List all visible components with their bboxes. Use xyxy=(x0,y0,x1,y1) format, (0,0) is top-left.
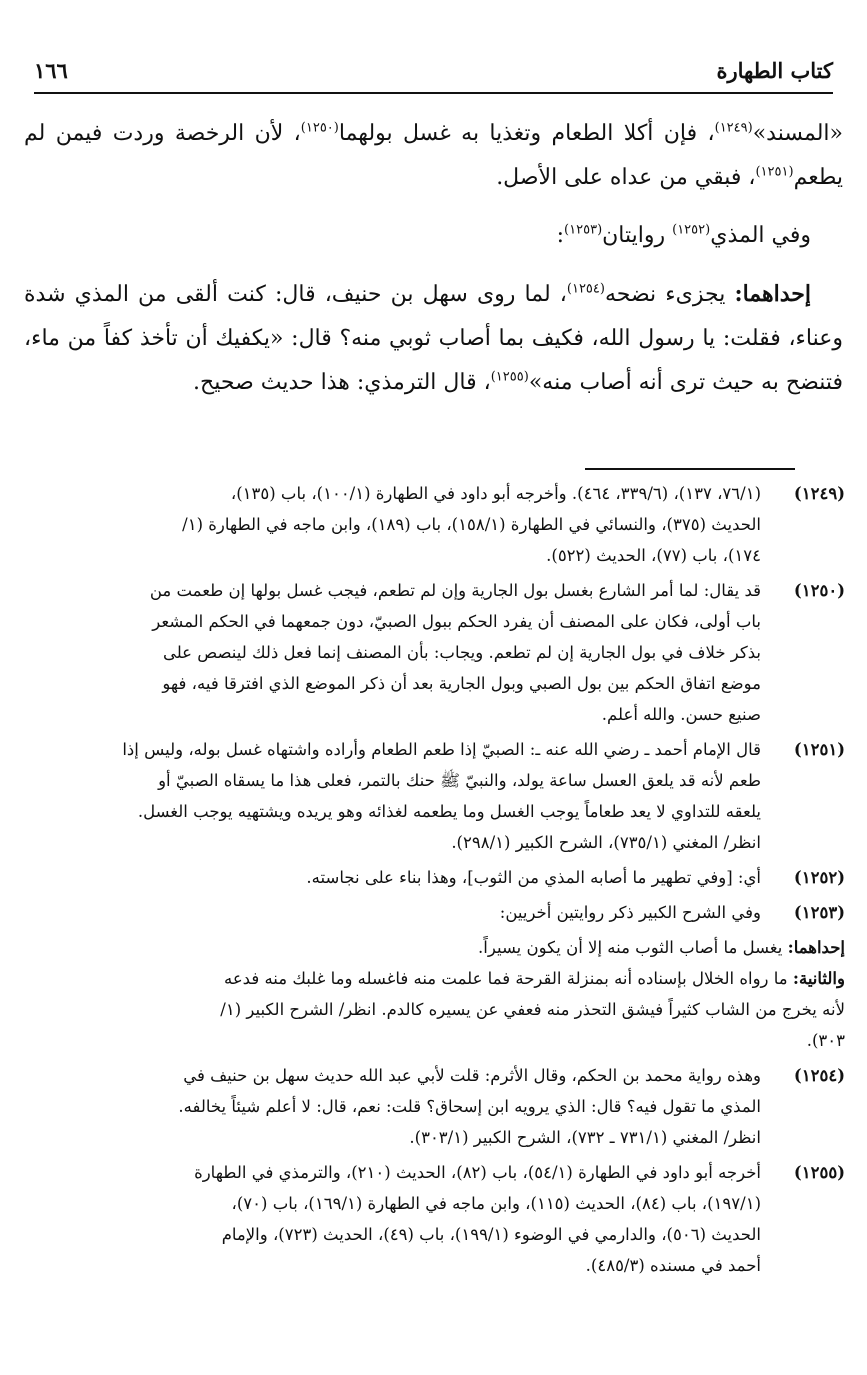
footnote-line: انظر/ المغني (٧٣١/١ ـ ٧٣٢)، الشرح الكبير (٣٠٣/١). xyxy=(409,1128,761,1147)
paragraph-2 xyxy=(24,214,843,258)
footnote-number: (١٢٥٤) xyxy=(793,1066,845,1085)
footnote-line: صنيع حسن. والله أعلم. xyxy=(601,705,761,724)
footnote-ref[interactable]: (١٢٥٥) xyxy=(490,369,529,385)
footnote-line: ٣٠٣). xyxy=(806,1031,845,1050)
lead-word: والثانية: xyxy=(792,969,845,988)
chapter-title: كتاب الطهارة xyxy=(716,58,833,83)
footnote-line: الحديث (٥٠٦)، والدارمي في الوضوء (١٩٩/١)، باب (٤٩)، الحديث (٧٢٣)، والإمام xyxy=(221,1225,761,1244)
footnote-1253 xyxy=(22,897,845,928)
footnote-line: وهذه رواية محمد بن الحكم، وقال الأثرم: قلت لأبي عبد الله حديث سهل بن حنيف في xyxy=(183,1066,761,1085)
text-span: وفي المذي xyxy=(710,223,811,248)
text-span: ، فبقي من عداه على الأصل. xyxy=(496,165,756,190)
footnote-1249 xyxy=(22,478,845,571)
footnote-ref[interactable]: (١٢٥٠) xyxy=(300,120,339,136)
footnote-line: وفي الشرح الكبير ذكر روايتين أخريين: xyxy=(499,903,761,922)
footnote-line: بذكر خلاف في بول الجارية إن لم تطعم. ويجاب: بأن المصنف إنما فعل ذلك لينصص على xyxy=(162,643,761,662)
footnote-ref[interactable]: (١٢٥٣) xyxy=(564,222,603,238)
footnote-1254 xyxy=(22,1060,845,1153)
footnote-ref[interactable]: (١٢٥٤) xyxy=(566,281,605,297)
footnotes xyxy=(22,478,845,1285)
footnote-1250 xyxy=(22,575,845,730)
footnote-line: أي: [وفي تطهير ما أصابه المذي من الثوب]، وهذا بناء على نجاسته. xyxy=(306,868,761,887)
footnote-separator xyxy=(585,468,795,470)
text-span: روايتان xyxy=(602,223,673,248)
footnote-ref[interactable]: (١٢٤٩) xyxy=(714,120,753,136)
footnote-line: قد يقال: لما أمر الشارع بغسل بول الجارية وإن لم تطعم، فيجب غسل بولها إن طعمت من xyxy=(149,581,761,600)
footnote-line: المذي ما تقول فيه؟ قال: الذي يرويه ابن إسحاق؟ قلت: نعم، قال: لا أعلم شيئاً يخالفه. xyxy=(178,1097,761,1116)
footnote-line: انظر/ المغني (٧٣٥/١)، الشرح الكبير (٢٩٨/١). xyxy=(451,833,761,852)
footnote-line xyxy=(22,963,845,994)
footnote-1252 xyxy=(22,862,845,893)
footnote-line: أحمد في مسنده (٤٨٥/٣). xyxy=(585,1256,761,1275)
text-span: ، لأن الرخصة وردت فيمن لم يطعم xyxy=(24,121,843,190)
paragraph-3 xyxy=(24,272,843,405)
footnote-line: أخرجه أبو داود في الطهارة (٥٤/١)، باب (٨٢)، الحديث (٢١٠)، والترمذي في الطهارة xyxy=(194,1163,761,1182)
footnote-line xyxy=(22,932,845,963)
footnote-line: طعم لأنه قد يلعق العسل ساعة يولد، والنبيّ ﷺ حنك بالتمر، فعلى هذا ما يسقاه الصبيّ أو xyxy=(158,771,761,790)
footnote-line: قال الإمام أحمد ـ رضي الله عنه ـ: الصبيّ إذا طعم الطعام وأراده واشتهاه غسل بوله، وليس إذا xyxy=(122,740,761,759)
text-span: ما رواه الخلال بإسناده أنه بمنزلة القرحة فما علمت منه فاغسله وما غلبك منه فدعه xyxy=(223,969,793,988)
footnote-line: يلعقه للتداوي لا يعد طعاماً يوجب الغسل وما يطعمه لغذائه وهو يريده ويشتهيه يوجب الغسل. xyxy=(137,802,761,821)
footnote-number: (١٢٥٠) xyxy=(793,581,845,600)
footnote-line: لأنه يخرج من الشاب كثيراً فيشق التحذر منه فعفي عن يسيره كالدم. انظر/ الشرح الكبير (١/ xyxy=(220,1000,845,1019)
running-header xyxy=(34,52,833,94)
footnote-line: الحديث (٣٧٥)، والنسائي في الطهارة (١٥٨/١)، باب (١٨٩)، وابن ماجه في الطهارة (١/ xyxy=(182,515,761,534)
main-text xyxy=(24,112,843,419)
footnote-line: ١٧٤)، باب (٧٧)، الحديث (٥٢٢). xyxy=(546,546,761,565)
footnote-number: (١٢٥٥) xyxy=(793,1163,845,1182)
footnote-1251 xyxy=(22,734,845,858)
footnote-line: (١٩٧/١)، باب (٨٤)، الحديث (١١٥)، وابن ماجه في الطهارة (١٦٩/١)، باب (٧٠)، xyxy=(231,1194,761,1213)
footnote-ref[interactable]: (١٢٥٢) xyxy=(672,222,711,238)
text-span: ، فإن أكلا الطعام وتغذيا به غسل بولهما xyxy=(338,121,715,146)
lead-word: إحداهما: xyxy=(787,938,845,957)
text-span: : xyxy=(556,223,565,248)
footnote-number: (١٢٥١) xyxy=(793,740,845,759)
footnote-1253-body xyxy=(22,932,845,1056)
lead-word: إحداهما: xyxy=(734,281,811,307)
page-number: ١٦٦ xyxy=(34,58,68,83)
text-span: «المسند» xyxy=(752,121,843,146)
paragraph-1 xyxy=(24,112,843,200)
footnote-number: (١٢٤٩) xyxy=(793,484,845,503)
footnote-line: باب أولى، فكان على المصنف أن يفرد الحكم ببول الصبيّ، دون جمعهما في الحكم المشعر xyxy=(152,612,761,631)
text-span: يغسل ما أصاب الثوب منه إلا أن يكون يسيراً. xyxy=(478,938,788,957)
text-span: ، قال الترمذي: هذا حديث صحيح. xyxy=(193,370,491,395)
footnote-number: (١٢٥٣) xyxy=(793,903,845,922)
footnote-line: موضع اتفاق الحكم بين بول الصبي وبول الجارية بعد أن ذكر الموضع الذي افترقا فيه، فهو xyxy=(162,674,761,693)
footnote-1255 xyxy=(22,1157,845,1281)
footnote-number: (١٢٥٢) xyxy=(793,868,845,887)
text-span: يجزىء نضحه xyxy=(604,282,735,307)
footnote-line: (٧٦/١، ١٣٧)، (٣٣٩/٦، ٤٦٤). وأخرجه أبو داود في الطهارة (١٠٠/١)، باب (١٣٥)، xyxy=(230,484,761,503)
text-span: ، لما روى سهل بن حنيف، قال: كنت ألقى من المذي شدة وعناء، فقلت: يا رسول الله، فكيف بما أصاب ثوبي منه؟ قال: «يكفيك أن تأخذ كفاً من ماء، فتنضح به حيث ترى أنه أصاب منه» xyxy=(24,282,843,395)
footnote-ref[interactable]: (١٢٥١) xyxy=(755,164,794,180)
